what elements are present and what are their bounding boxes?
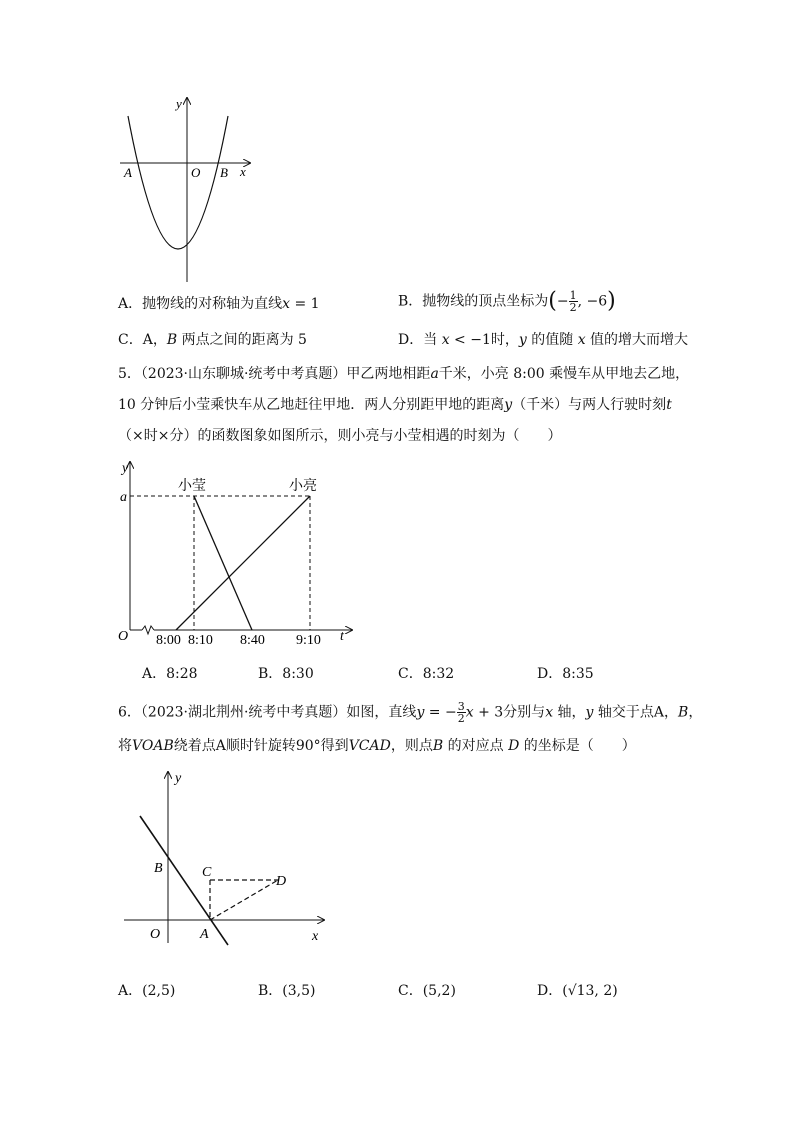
q6-option-d[interactable]: [537, 981, 618, 1001]
q5-option-c[interactable]: C．8:32: [398, 666, 455, 682]
open-paren: (: [548, 288, 557, 314]
close-paren: ): [607, 288, 616, 314]
rotation-figure: [118, 768, 338, 948]
option-a-text: A．抛物线的对称轴为直线: [118, 296, 283, 312]
option-b-text: B．抛物线的顶点坐标为: [398, 293, 549, 310]
tick-810: 8:10: [188, 633, 213, 646]
q4-option-c[interactable]: [118, 330, 307, 350]
option-c-text: 两点之间的距离为 5: [177, 332, 307, 348]
y-axis-label: y: [176, 96, 182, 111]
var-x: x: [282, 296, 291, 312]
option-value: (3,5): [282, 983, 316, 999]
fraction: $\frac{1}{2}$: [569, 289, 577, 314]
q4-option-d[interactable]: [398, 330, 688, 350]
option-prefix: C．: [398, 983, 423, 999]
origin-label: O: [118, 629, 129, 644]
q5-line-1: 5．（2023·山东聊城·统考中考真题）甲乙两地相距a千米，小亮 8:00 乘慢车从甲地去乙地，: [118, 366, 690, 382]
q6-option-c[interactable]: [398, 981, 456, 1001]
option-prefix: A．: [118, 983, 143, 999]
q6-line-1: 6．（2023·湖北荆州·统考中考真题）如图，直线y = − $\frac{3}{2}$ x + 3分别与x 轴，y 轴交于点A，B，: [118, 700, 703, 725]
origin-label: O: [191, 165, 201, 180]
t-label: t: [340, 629, 344, 644]
option-value: (2,5): [142, 983, 176, 999]
x-label: x: [312, 929, 319, 944]
option-c-prefix: C．: [118, 332, 143, 348]
x-axis-label: x: [240, 164, 246, 179]
q6-option-b[interactable]: [258, 981, 316, 1001]
point-a: A: [142, 332, 153, 348]
q4-option-a[interactable]: [118, 294, 320, 314]
y-label: y: [175, 771, 182, 786]
tick-800: 8:00: [156, 633, 181, 646]
parabola-curve: [128, 116, 228, 249]
q5-option-a[interactable]: A．8:28: [142, 666, 198, 682]
point-b-label: B: [154, 861, 163, 876]
option-d-end: 值的增大而增大: [585, 332, 689, 348]
axis-break: [142, 626, 154, 634]
option-value: (5,2): [422, 983, 456, 999]
q5-line-3: （×时×分）的函数图象如图所示，则小亮与小莹相遇的时刻为（ ）: [118, 428, 562, 444]
option-b-value: , −6: [577, 293, 608, 310]
option-a-value: = 1: [290, 296, 320, 312]
parabola-figure: [110, 92, 260, 292]
point-b-label: B: [220, 165, 228, 180]
q5-option-d[interactable]: D．8:35: [537, 666, 594, 682]
var-x: x: [441, 332, 450, 348]
label-xiaoying: 小莹: [178, 479, 206, 494]
separator: ，: [152, 332, 167, 348]
q5-line-2: 10 分钟后小莹乘快车从乙地赶往甲地．两人分别距甲地的距离y（千米）与两人行驶时刻t: [118, 397, 672, 413]
q5-option-b[interactable]: B．8:30: [258, 666, 314, 682]
y-label: y: [122, 461, 129, 476]
tick-840: 8:40: [240, 633, 265, 646]
tick-910: 9:10: [296, 633, 321, 646]
origin-label: O: [150, 927, 161, 942]
point-a-label: A: [200, 927, 209, 942]
point-a-label: A: [124, 165, 132, 180]
option-value: (√13, 2): [562, 983, 618, 999]
distance-time-figure: [112, 456, 362, 646]
a-label: a: [120, 490, 127, 505]
condition: < −1时，: [449, 332, 519, 348]
option-prefix: D．: [537, 983, 563, 999]
q6-line-2: 将VOAB绕着点A顺时针旋转90°得到VCAD，则点B 的对应点 D 的坐标是（ ）: [118, 738, 636, 754]
fraction: $\frac{3}{2}$: [457, 700, 465, 725]
point-c-label: C: [202, 865, 212, 880]
point-b: B: [166, 332, 178, 348]
var-y: y: [518, 332, 527, 348]
minus-sign: −: [556, 293, 569, 310]
q6-option-a[interactable]: [118, 981, 175, 1001]
option-d-prefix: D．当: [398, 332, 442, 348]
option-prefix: B．: [258, 983, 283, 999]
label-xiaoliang: 小亮: [289, 479, 317, 494]
q4-option-b[interactable]: [398, 290, 616, 313]
var-x2: x: [577, 332, 586, 348]
point-d-label: D: [276, 874, 287, 889]
option-d-mid: 的值随: [526, 332, 578, 348]
dashed-ad: [210, 880, 278, 920]
